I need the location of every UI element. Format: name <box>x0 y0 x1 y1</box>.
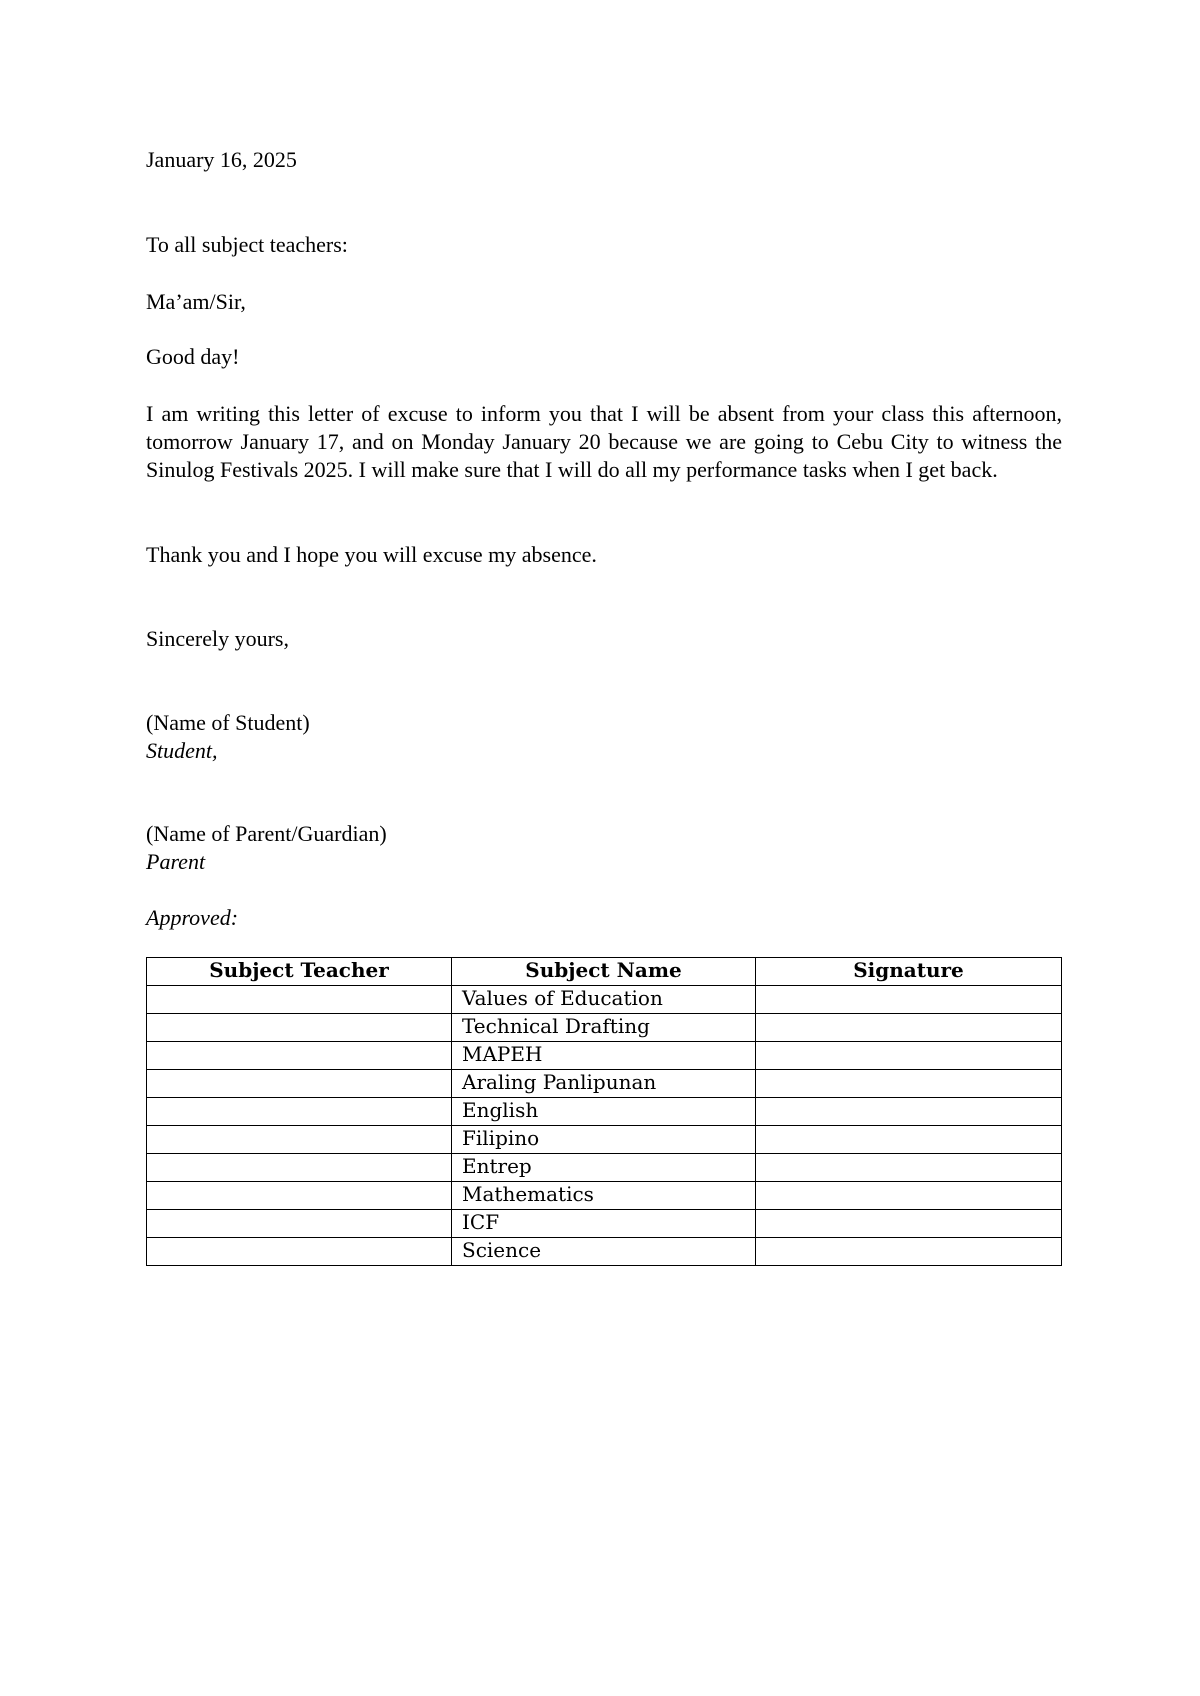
signature-cell <box>756 1210 1062 1238</box>
signature-cell <box>756 1014 1062 1042</box>
signature-cell <box>756 1042 1062 1070</box>
subject-cell: English <box>452 1098 756 1126</box>
teacher-cell <box>147 1070 452 1098</box>
letter-salutation: Ma’am/Sir, <box>146 289 246 314</box>
letter-greeting: Good day! <box>146 344 240 369</box>
table-row <box>147 986 1062 1014</box>
header-subject-teacher: Subject Teacher <box>147 958 452 986</box>
header-subject-name: Subject Name <box>452 958 756 986</box>
table-row <box>147 1126 1062 1154</box>
table-row <box>147 1042 1062 1070</box>
teacher-cell <box>147 986 452 1014</box>
letter-recipient: To all subject teachers: <box>146 232 348 257</box>
parent-role: Parent <box>146 849 206 874</box>
subject-cell: Values of Education <box>452 986 756 1014</box>
letter-date: January 16, 2025 <box>146 147 297 172</box>
subject-cell: Technical Drafting <box>452 1014 756 1042</box>
table-header-row <box>147 958 1062 986</box>
approval-table <box>146 957 1062 1266</box>
parent-name: (Name of Parent/Guardian) <box>146 821 387 846</box>
teacher-cell <box>147 1042 452 1070</box>
subject-cell: Mathematics <box>452 1182 756 1210</box>
table-row <box>147 1070 1062 1098</box>
subject-cell: ICF <box>452 1210 756 1238</box>
signature-cell <box>756 1098 1062 1126</box>
signature-cell <box>756 1154 1062 1182</box>
teacher-cell <box>147 1210 452 1238</box>
teacher-cell <box>147 1154 452 1182</box>
letter-body: I am writing this letter of excuse to inform you that I will be absent from your class this afternoon, tomorrow January 17, and on Monday January 20 because we are going to Cebu City to witness the Sinulog Festivals 2025. I will make sure that I will do all my performance tasks when I get back. <box>146 401 1062 482</box>
teacher-cell <box>147 1238 452 1266</box>
signature-cell <box>756 1238 1062 1266</box>
signature-cell <box>756 1070 1062 1098</box>
subject-cell: MAPEH <box>452 1042 756 1070</box>
approved-label: Approved: <box>146 905 239 930</box>
teacher-cell <box>147 1014 452 1042</box>
table-row <box>147 1210 1062 1238</box>
table-row <box>147 1014 1062 1042</box>
header-signature: Signature <box>756 958 1062 986</box>
letter-closing: Sincerely yours, <box>146 626 289 651</box>
subject-cell: Science <box>452 1238 756 1266</box>
signature-cell <box>756 1182 1062 1210</box>
table-row <box>147 1238 1062 1266</box>
teacher-cell <box>147 1098 452 1126</box>
teacher-cell <box>147 1126 452 1154</box>
table-row <box>147 1098 1062 1126</box>
signature-cell <box>756 1126 1062 1154</box>
student-name: (Name of Student) <box>146 710 310 735</box>
table-row <box>147 1154 1062 1182</box>
signature-cell <box>756 986 1062 1014</box>
subject-cell: Filipino <box>452 1126 756 1154</box>
teacher-cell <box>147 1182 452 1210</box>
student-role: Student, <box>146 738 218 763</box>
subject-cell: Entrep <box>452 1154 756 1182</box>
subject-cell: Araling Panlipunan <box>452 1070 756 1098</box>
table-row <box>147 1182 1062 1210</box>
letter-thanks: Thank you and I hope you will excuse my absence. <box>146 542 597 567</box>
